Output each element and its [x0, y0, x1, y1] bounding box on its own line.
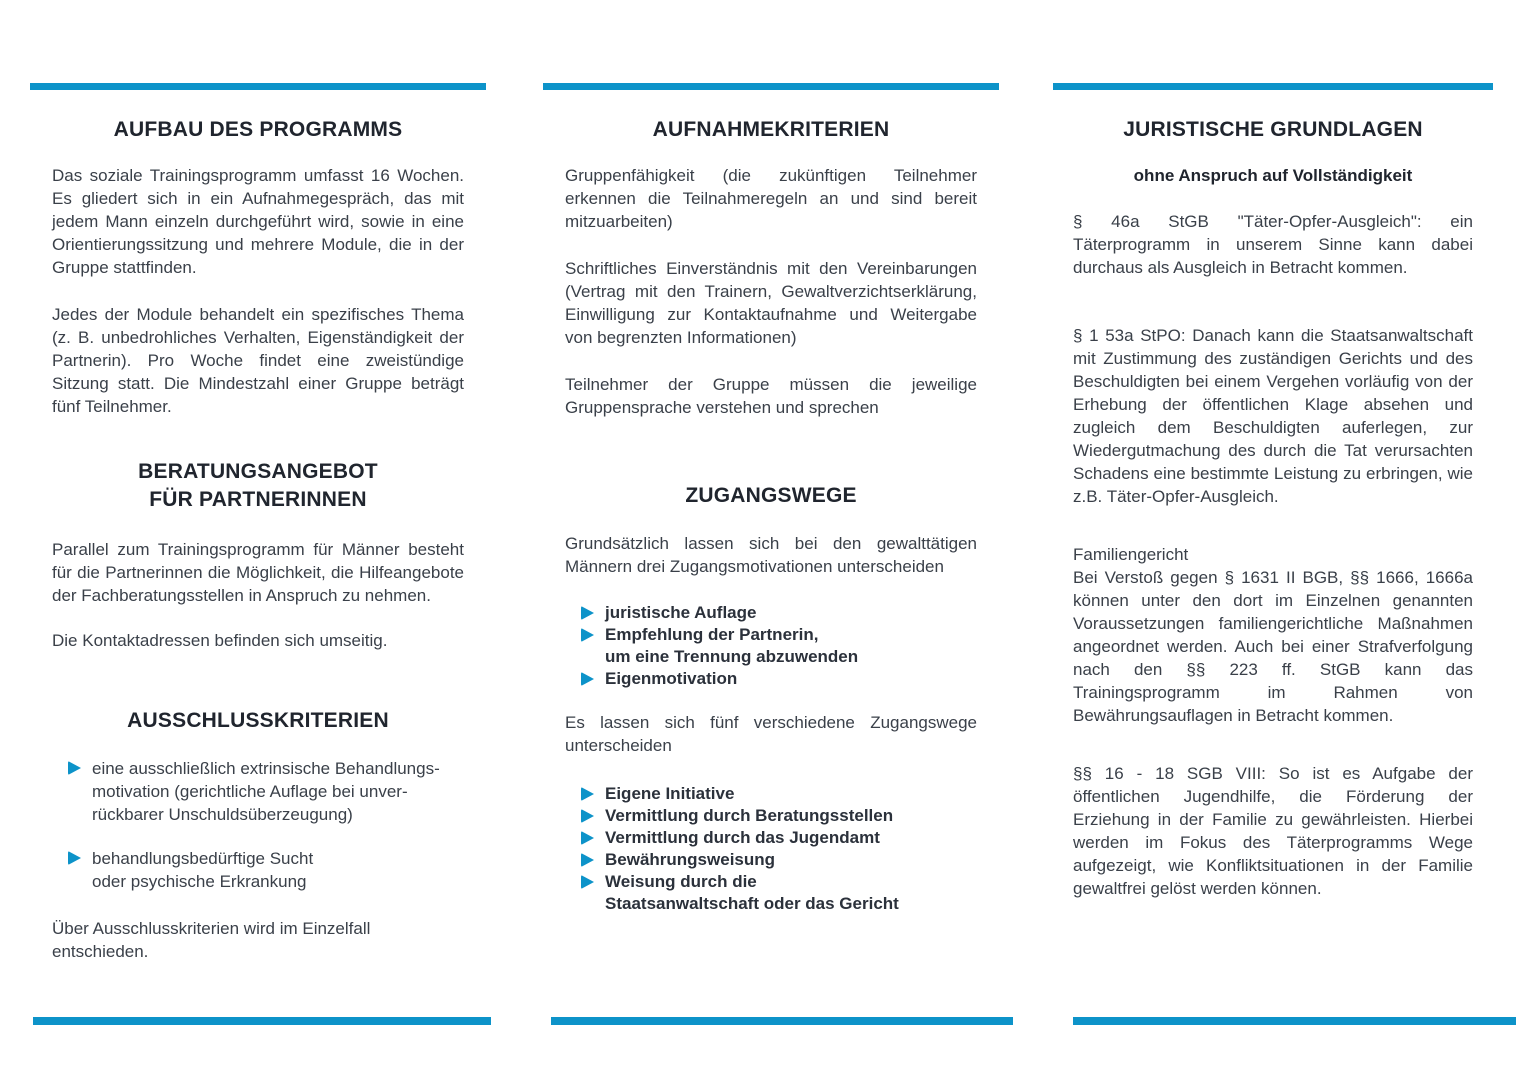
bullet-marker [581, 871, 605, 915]
paragraph: Gruppenfähigkeit (die zukünftigen Teilnehmer erkennen die Teilnahmeregeln an und sind bereit mitzuarbeiten) [565, 166, 977, 231]
bullet-marker [68, 847, 92, 893]
list-item-line: Empfehlung der Partnerin, [605, 625, 819, 644]
triangle-right-icon [581, 672, 594, 686]
accent-bar-bottom [551, 1017, 1013, 1025]
bullet-marker [68, 757, 92, 826]
section-title-aufnahme: AUFNAHMEKRITERIEN [652, 118, 890, 141]
bullet-marker [581, 805, 605, 827]
list-item-text [605, 805, 977, 827]
accent-bar-top [1053, 83, 1493, 90]
bullet-marker [581, 668, 605, 690]
list-item-line: Weisung durch die [605, 872, 757, 891]
accent-bar-bottom [33, 1017, 491, 1025]
list-item-line: Vermittlung durch das Jugendamt [605, 828, 880, 847]
paragraph: § 46a StGB "Täter-Opfer-Ausgleich": ein Täterprogramm in unserem Sinne kann dabei durchaus als Ausgleich in Betracht kommen. [1073, 212, 1473, 277]
list-item [68, 757, 464, 826]
accent-bar-top [543, 83, 999, 90]
list-item [581, 849, 977, 871]
list-item-line: Eigenmotivation [605, 669, 738, 688]
triangle-right-icon [581, 853, 594, 867]
section-title-beratungsangebot [52, 458, 464, 514]
paragraph: §§ 16 - 18 SGB VIII: So ist es Aufgabe der öffentlichen Jugendhilfe, die Förderung der Erziehung in der Familie zu gewährleisten. Hierbei werden im Fokus des Täterprogramms Wege aufgezeigt, wie Konfliktsituationen in der Familie gewaltfrei gelöst werden können. [1073, 764, 1473, 898]
paragraph: Jedes der Module behandelt ein spezifisches Thema (z. B. unbedrohliches Verhalten, Eigenständigkeit der Partnerin). Pro Woche findet eine zweistündige Sitzung statt. Die Mindestzahl einer Gruppe beträgt fünf Teilnehmer. [52, 305, 464, 416]
bullet-marker [581, 827, 605, 849]
paragraph: Bei Verstoß gegen § 1631 II BGB, §§ 1666, 1666a können unter den dort im Einzelnen genannten Voraussetzungen familiengerichtliche Maßnahmen angeordnet werden. Auch bei einer Strafverfolgung nach den §§ 223 ff. StGB kann das Trainingsprogramm im Rahmen von Bewährungsauflagen in Betracht kommen. [1073, 568, 1473, 725]
bullet-marker [581, 624, 605, 668]
list-item-text [92, 847, 464, 893]
heading-line: BERATUNGSANGEBOT [138, 460, 378, 483]
triangle-right-icon [581, 831, 594, 845]
section-title-zugangswege: ZUGANGSWEGE [685, 484, 857, 507]
heading-line: FÜR PARTNERINNEN [149, 488, 367, 511]
list-item [581, 805, 977, 827]
list-item [581, 783, 977, 805]
section-title-aufbau: AUFBAU DES PROGRAMMS [113, 118, 403, 141]
paragraph: Schriftliches Einverständnis mit den Vereinbarungen (Vertrag mit den Trainern, Gewaltverzichtserklärung, Einwilligung zur Kontaktaufnahme und Weitergabe von begrenzten Informationen) [565, 259, 977, 347]
bullet-marker [581, 602, 605, 624]
list-item-text [605, 871, 977, 915]
list-item-text [605, 624, 977, 668]
paragraph-label: Familiengericht [1073, 545, 1189, 564]
paragraph: § 1 53a StPO: Danach kann die Staatsanwaltschaft mit Zustimmung des zuständigen Gerichts und des Beschuldigten bei einem Vergehen vorläufig von der Erhebung der öffentlichen Klage absehen und zugleich dem Beschuldigten auferlegen, zur Wiedergutmachung des durch die Tat verursachten Schadens eine bestimmte Leistung zu erbringen, wie z.B. Täter-Opfer-Ausgleich. [1073, 326, 1473, 506]
triangle-right-icon [68, 761, 81, 775]
list-item-line: motivation (gerichtliche Auflage bei unver- [92, 782, 408, 801]
list-item-text [605, 849, 977, 871]
accent-bar-bottom [1073, 1017, 1516, 1025]
list-item-text [605, 783, 977, 805]
list-item-text [605, 668, 977, 690]
paragraph: Es lassen sich fünf verschiedene Zugangswege unterscheiden [565, 713, 977, 755]
section-title-ausschluss: AUSSCHLUSSKRITERIEN [127, 709, 389, 732]
paragraph: Teilnehmer der Gruppe müssen die jeweilige Gruppensprache verstehen und sprechen [565, 375, 977, 417]
triangle-right-icon [581, 606, 594, 620]
list-item-line: Eigene Initiative [605, 784, 735, 803]
triangle-right-icon [581, 787, 594, 801]
list-item-text [92, 757, 464, 826]
bullet-list-ausschluss [52, 757, 464, 893]
paragraph: Über Ausschlusskriterien wird im Einzelfall entschieden. [52, 919, 371, 961]
list-item-line: Bewährungsweisung [605, 850, 776, 869]
list-item-text [605, 827, 977, 849]
list-item [581, 827, 977, 849]
triangle-right-icon [68, 851, 81, 865]
accent-bar-top [30, 83, 486, 90]
column-program [30, 83, 486, 963]
list-item [581, 602, 977, 624]
subheading: ohne Anspruch auf Vollständigkeit [1133, 166, 1413, 185]
list-item-line: Staatsanwaltschaft oder das Gericht [605, 894, 899, 913]
list-item [581, 668, 977, 690]
list-item-line: juristische Auflage [605, 603, 757, 622]
triangle-right-icon [581, 628, 594, 642]
list-item [68, 847, 464, 893]
list-item-line: Vermittlung durch Beratungsstellen [605, 806, 894, 825]
bullet-list-motivation [565, 602, 977, 690]
list-item-line: behandlungsbedürftige Sucht [92, 849, 314, 868]
column-kriterien [543, 83, 999, 915]
list-item-line: um eine Trennung abzuwenden [605, 647, 859, 666]
bullet-list-wege [565, 783, 977, 915]
list-item-line: eine ausschließlich extrinsische Behandlungs- [92, 759, 440, 778]
paragraph: Das soziale Trainingsprogramm umfasst 16 Wochen. Es gliedert sich in ein Aufnahmegespräch, das mit jedem Mann einzeln durchgeführt wird, sowie in eine Orientierungssitzung und mehrere Module, die in der Gruppe stattfinden. [52, 166, 464, 277]
bullet-marker [581, 849, 605, 871]
section-title-juristisch: JURISTISCHE GRUNDLAGEN [1123, 118, 1423, 141]
list-item-text [605, 602, 977, 624]
list-item [581, 871, 977, 915]
paragraph: Die Kontaktadressen befinden sich umseitig. [52, 631, 388, 650]
list-item [581, 624, 977, 668]
triangle-right-icon [581, 809, 594, 823]
list-item-line: rückbarer Unschuldsüberzeugung) [92, 805, 353, 824]
bullet-marker [581, 783, 605, 805]
triangle-right-icon [581, 875, 594, 889]
paragraph: Parallel zum Trainingsprogramm für Männer besteht für die Partnerinnen die Möglichkeit, die Hilfeangebote der Fachberatungsstellen in Anspruch zu nehmen. [52, 540, 464, 605]
paragraph: Grundsätzlich lassen sich bei den gewalttätigen Männern drei Zugangsmotivationen unterscheiden [565, 534, 977, 576]
list-item-line: oder psychische Erkrankung [92, 872, 307, 891]
column-juristisch [1053, 83, 1493, 900]
